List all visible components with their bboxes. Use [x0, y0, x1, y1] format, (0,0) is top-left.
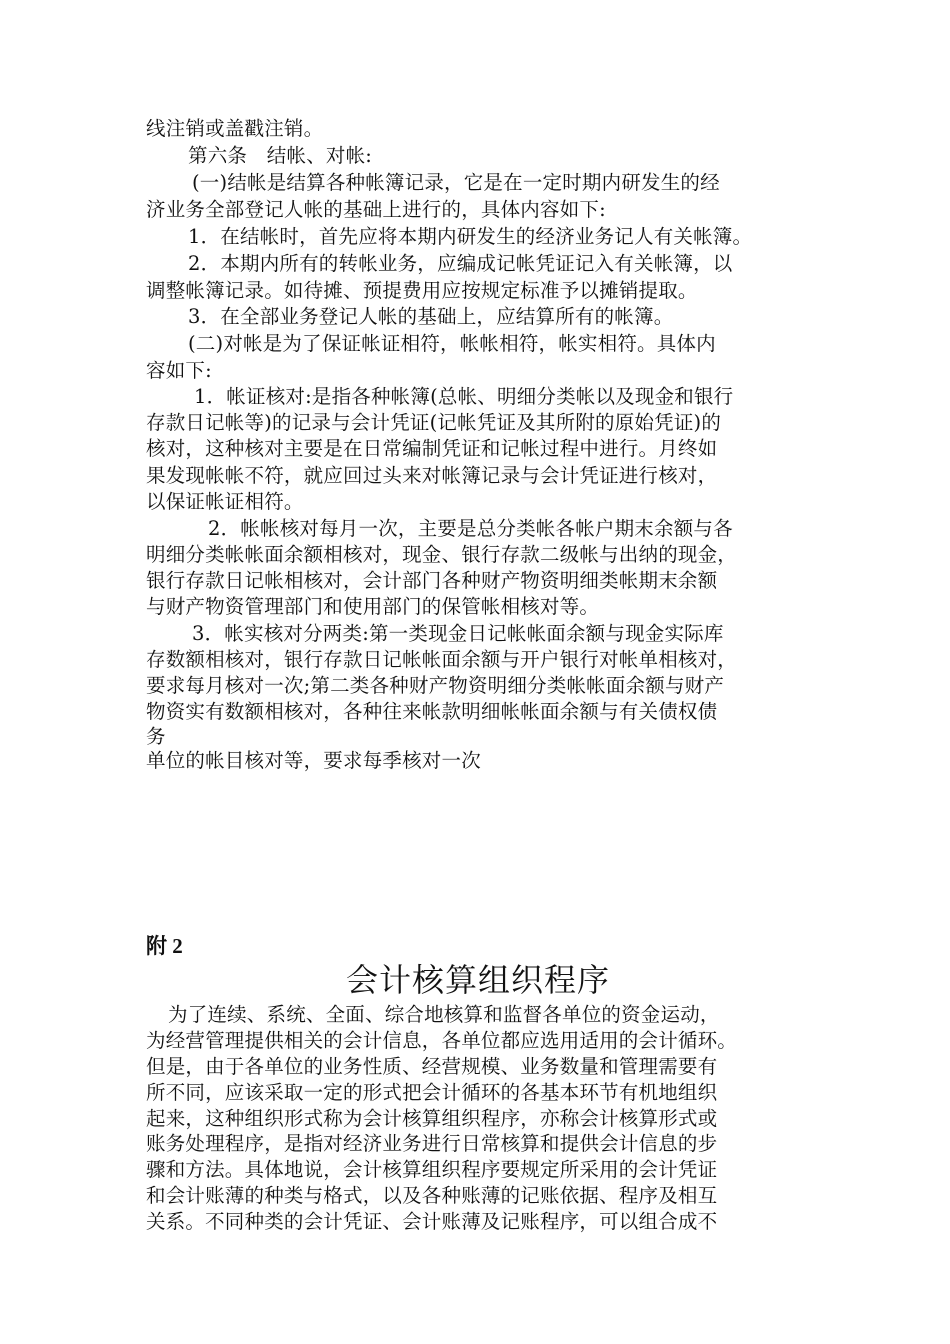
- text-line: 务: [146, 725, 166, 748]
- text-line: 果发现帐帐不符，就应回过头来对帐簿记录与会计凭证进行核对，: [146, 464, 718, 487]
- text-line: 3．在全部业务登记人帐的基础上，应结算所有的帐簿。: [188, 305, 674, 328]
- text-line: 调整帐簿记录。如待摊、预提费用应按规定标准予以摊销提取。: [146, 279, 698, 302]
- text-line: 存款日记帐等)的记录与会计凭证(记帐凭证及其所附的原始凭证)的: [146, 411, 722, 434]
- text-line: (二)对帐是为了保证帐证相符，帐帐相符，帐实相符。具体内: [188, 332, 716, 355]
- text-line: 与财产物资管理部门和使用部门的保管帐相核对等。: [146, 595, 600, 618]
- text-line: 存数额相核对，银行存款日记帐帐面余额与开户银行对帐单相核对，: [146, 648, 738, 671]
- text-line: 但是，由于各单位的业务性质、经营规模、业务数量和管理需要有: [146, 1055, 718, 1078]
- text-line: 1．帐证核对:是指各种帐簿(总帐、明细分类帐以及现金和银行: [194, 385, 734, 408]
- text-line: 账务处理程序，是指对经济业务进行日常核算和提供会计信息的步: [146, 1132, 718, 1155]
- text-line: 物资实有数额相核对，各种往来帐款明细帐帐面余额与有关债权债: [146, 700, 718, 723]
- text-line: 3．帐实核对分两类:第一类现金日记帐帐面余额与现金实际库: [192, 622, 724, 645]
- text-line: 要求每月核对一次;第二类各种财产物资明细分类帐帐面余额与财产: [146, 674, 725, 697]
- text-line: 1．在结帐时，首先应将本期内研发生的经济业务记人有关帐簿。: [188, 225, 753, 248]
- text-line: 为经营管理提供相关的会计信息，各单位都应选用适用的会计循环。: [146, 1029, 738, 1052]
- text-line: 骤和方法。具体地说，会计核算组织程序要规定所采用的会计凭证: [146, 1158, 718, 1181]
- section-title: 会计核算组织程序: [345, 961, 610, 999]
- text-line: 和会计账薄的种类与格式，以及各种账薄的记账依据、程序及相互: [146, 1184, 718, 1207]
- text-line: 单位的帐目核对等，要求每季核对一次: [146, 749, 481, 772]
- text-line: 容如下:: [146, 359, 212, 382]
- text-line: 2．本期内所有的转帐业务，应编成记帐凭证记入有关帐簿，以: [188, 252, 733, 275]
- text-line: 以保证帐证相符。: [146, 490, 304, 513]
- text-line: 核对，这种核对主要是在日常编制凭证和记帐过程中进行。月终如: [146, 437, 718, 460]
- text-line: 线注销或盖戳注销。: [146, 117, 324, 140]
- appendix-label: 附 2: [146, 934, 183, 958]
- text-line: 为了连续、系统、全面、综合地核算和监督各单位的资金运动，: [168, 1003, 720, 1026]
- text-line: 银行存款日记帐相核对，会计部门各种财产物资明细类帐期末余额: [146, 569, 718, 592]
- text-line: 起来，这种组织形式称为会计核算组织程序，亦称会计核算形式或: [146, 1107, 718, 1130]
- text-line: 所不同，应该采取一定的形式把会计循环的各基本环节有机地组织: [146, 1081, 718, 1104]
- text-line: 济业务全部登记人帐的基础上进行的，具体内容如下:: [146, 198, 606, 221]
- text-line: (一)结帐是结算各种帐簿记录，它是在一定时期内研发生的经: [192, 171, 720, 194]
- text-line: 明细分类帐帐面余额相核对，现金、银行存款二级帐与出纳的现金，: [146, 543, 738, 566]
- text-line: 关系。不同种类的会计凭证、会计账薄及记账程序，可以组合成不: [146, 1210, 718, 1233]
- text-line: 2．帐帐核对每月一次，主要是总分类帐各帐户期末余额与各: [208, 517, 733, 540]
- article-heading: 第六条 结帐、对帐:: [188, 144, 373, 167]
